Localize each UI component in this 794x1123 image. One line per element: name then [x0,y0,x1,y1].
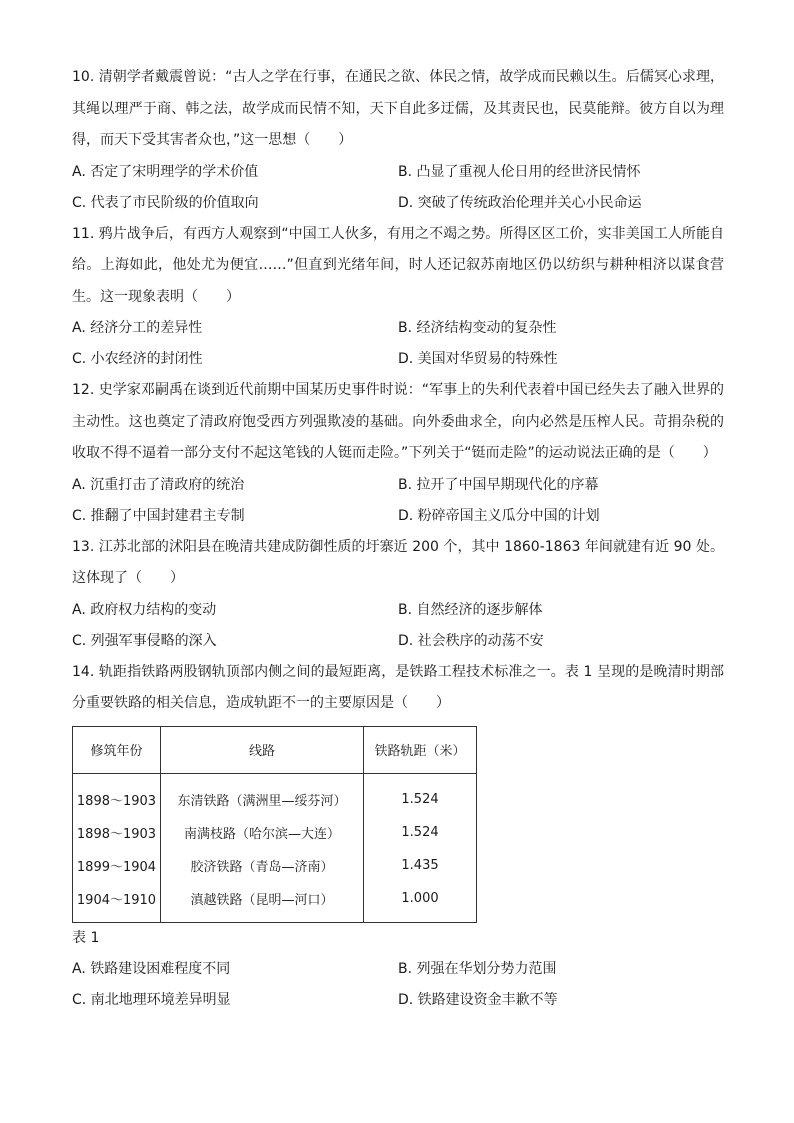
options [72,157,724,219]
table-row [73,849,477,882]
option-c[interactable]: C. 代表了市民阶级的价值取向 [72,194,259,211]
table-row [73,816,477,849]
cell-gauge: 1.524 [364,773,477,816]
question-stem: 13. 江苏北部的沭阳县在晚清共建成防御性质的圩寨近 200 个，其中 1860-1863 年间就建有近 90 处。这体现了（ ） [72,538,724,586]
option-d[interactable]: D. 社会秩序的动荡不安 [398,632,544,649]
option-d[interactable]: D. 美国对华贸易的特殊性 [398,351,558,367]
option-b[interactable]: B. 拉开了中国早期现代化的序幕 [398,476,599,493]
option-c[interactable]: C. 列强军事侵略的深入 [72,632,217,649]
question-14 [72,657,724,1016]
option-c[interactable]: C. 南北地理环境差异明显 [72,991,231,1008]
option-a[interactable]: A. 政府权力结构的变动 [72,601,217,618]
cell-line: 胶济铁路（青岛—济南） [161,849,364,882]
table-row [73,773,477,816]
question-10 [72,62,724,219]
header-year: 修筑年份 [73,726,161,773]
cell-year: 1898～1903 [73,773,161,816]
question-stem: 10. 清朝学者戴震曾说：“古人之学在行事，在通民之欲、体民之情，故学成而民赖以生。后儒冥心求理，其绳以理严于商、韩之法，故学成而民情不知，天下自此多迂儒，及其责民也，民莫能辩。彼方自以为理得，而天下受其害者众也，”这一思想（ ） [72,69,724,148]
option-b[interactable]: B. 经济结构变动的复杂性 [398,320,557,336]
cell-line: 东清铁路（满洲里—绥芬河） [161,773,364,816]
cell-year: 1904～1910 [73,882,161,923]
cell-gauge: 1.435 [364,849,477,882]
exam-page [72,62,724,1016]
option-c[interactable]: C. 小农经济的封闭性 [72,351,203,367]
cell-gauge: 1.524 [364,816,477,849]
question-stem: 11. 鸦片战争后，有西方人观察到“中国工人伙多，有用之不竭之势。所得区区工价，实非美国工人所能自给。上海如此，他处尤为便宜……”但直到光绪年间，时人还记叙苏南地区仍以纺织与耕种相济以谋食营生。这一现象表明（ ） [72,225,724,305]
cell-line: 滇越铁路（昆明—河口） [161,882,364,923]
options [72,954,724,1016]
option-d[interactable]: D. 铁路建设资金丰歉不等 [398,991,558,1008]
option-b[interactable]: B. 列强在华划分势力范围 [398,960,557,977]
question-stem: 14. 轨距指铁路两股钢轨顶部内侧之间的最短距离，是铁路工程技术标准之一。表 1 呈现的是晚清时期部分重要铁路的相关信息，造成轨距不一的主要原因是（ ） [72,663,724,711]
table-header-row [73,726,477,773]
cell-gauge: 1.000 [364,882,477,923]
header-line: 线路 [161,726,364,773]
option-b[interactable]: B. 凸显了重视人伦日用的经世济民情怀 [398,163,641,180]
cell-year: 1898～1903 [73,816,161,849]
cell-year: 1899～1904 [73,849,161,882]
option-b[interactable]: B. 自然经济的逐步解体 [398,601,543,618]
options [72,470,724,532]
question-11 [72,219,724,376]
option-d[interactable]: D. 粉碎帝国主义瓜分中国的计划 [398,507,600,524]
header-gauge: 铁路轨距（米） [364,726,477,773]
table-caption: 表 1 [72,929,100,946]
option-d[interactable]: D. 突破了传统政治伦理并关心小民命运 [398,194,642,211]
options [72,595,724,657]
option-c[interactable]: C. 推翻了中国封建君主专制 [72,507,245,524]
option-a[interactable]: A. 经济分工的差异性 [72,320,203,336]
options [72,313,724,375]
question-stem: 12. 史学家邓嗣禹在谈到近代前期中国某历史事件时说：“军事上的失利代表着中国已经失去了融入世界的主动性。这也奠定了清政府饱受西方列强欺凌的基础。向外委曲求全，向内必然是压榨人民。苛捐杂税的收取不得不逼着一部分支付不起这笔钱的人铤而走险。”下列关于“铤而走险”的运动说法正确的是（ ） [72,382,724,461]
option-a[interactable]: A. 否定了宋明理学的学术价值 [72,163,259,180]
table-row [73,882,477,923]
cell-line: 南满枝路（哈尔滨—大连） [161,816,364,849]
question-12 [72,375,724,532]
railway-table [72,726,477,923]
question-13 [72,532,724,657]
option-a[interactable]: A. 铁路建设困难程度不同 [72,960,231,977]
option-a[interactable]: A. 沉重打击了清政府的统治 [72,476,245,493]
